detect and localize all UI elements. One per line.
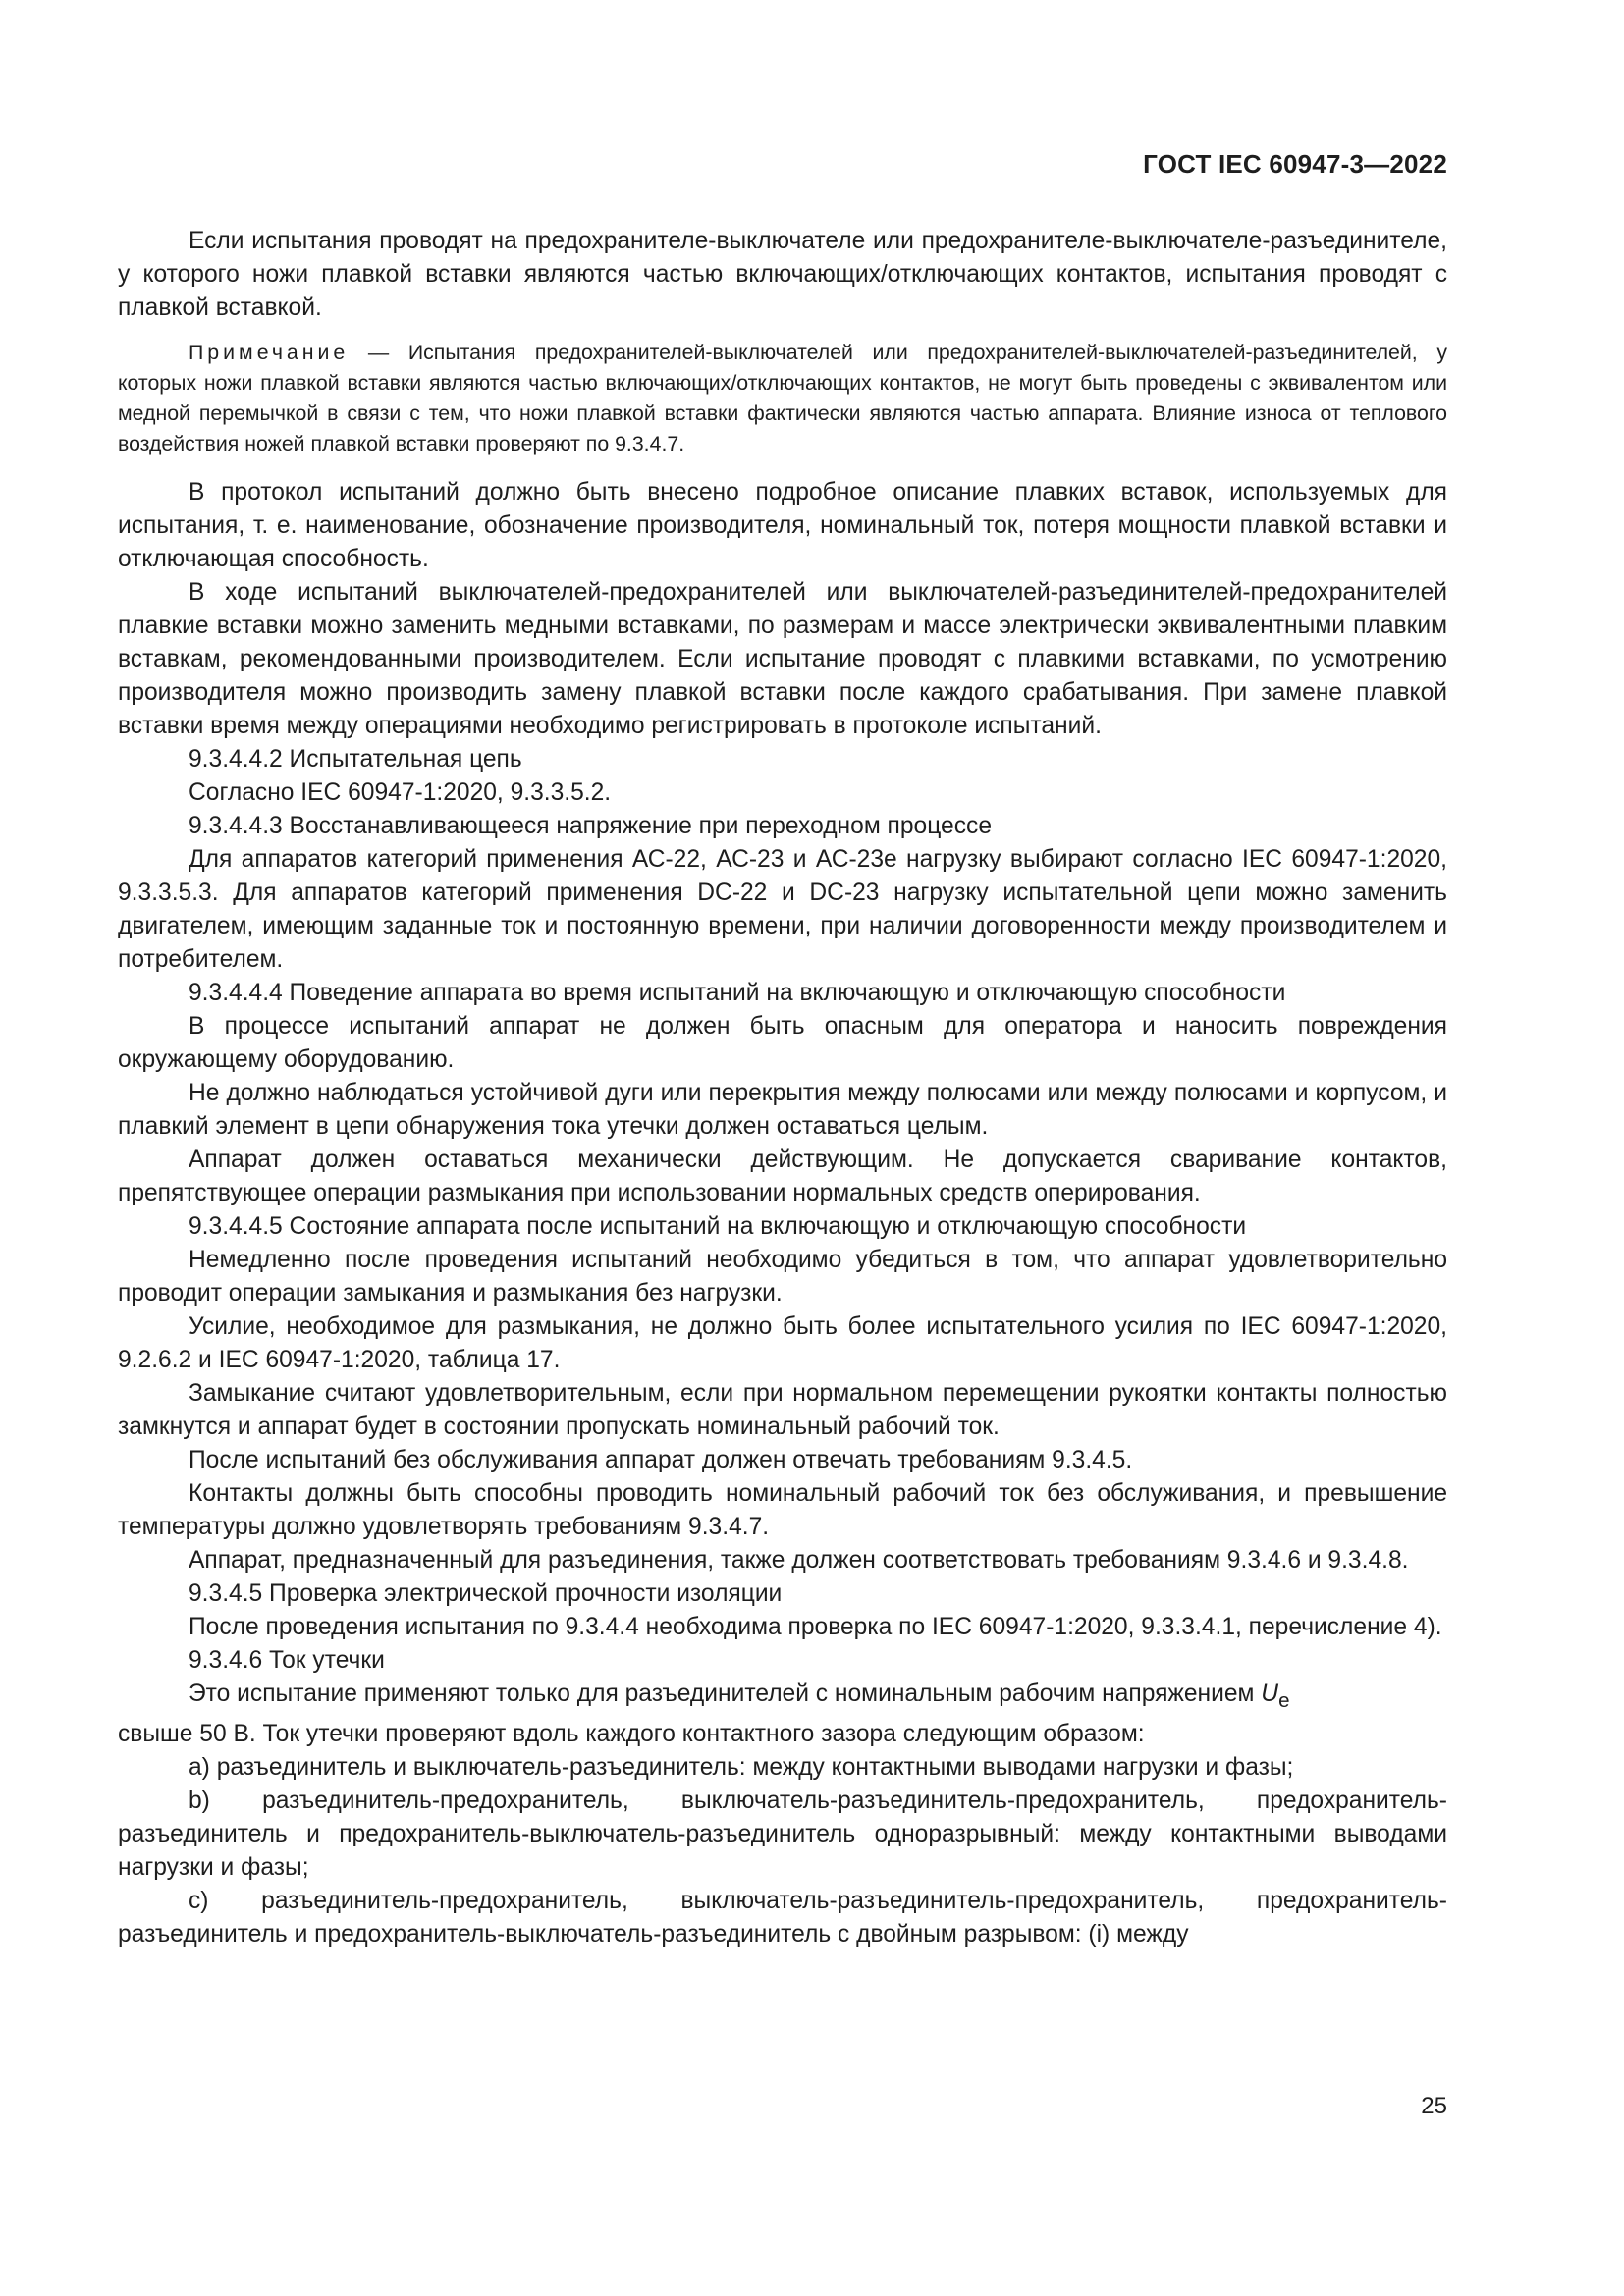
paragraph: Усилие, необходимое для размыкания, не должно быть более испытательного усилия по IEC 60947-1:2020, 9.2.6.2 и IEC 60947-1:2020, таблица 17. (118, 1313, 1447, 1373)
clause-heading: 9.3.4.5 Проверка электрической прочности изоляции (189, 1580, 783, 1607)
note (118, 338, 1447, 459)
clause-heading: 9.3.4.4.2 Испытательная цепь (189, 746, 522, 773)
list-item: a) разъединитель и выключатель-разъединитель: между контактными выводами нагрузки и фазы; (189, 1753, 1294, 1781)
paragraph-with-symbol (118, 1678, 1447, 1718)
paragraph: Аппарат должен оставаться механически действующим. Не допускается сваривание контактов, препятствующее операции размыкания при использовании нормальных средств оперирования. (118, 1147, 1447, 1206)
paragraph: Немедленно после проведения испытаний необходимо убедиться в том, что аппарат удовлетворительно проводит операции замыкания и размыкания без нагрузки. (118, 1247, 1447, 1307)
symbol-base: U (1261, 1681, 1279, 1707)
note-text: — Испытания предохранителей-выключателей или предохранителей-выключателей-разъединителей, у которых ножи плавкой вставки являются частью включающих/отключающих контактов, не могут быть проведены с эквивалентом или медной перемычкой в связи с тем, что ножи плавкой вставки фактически являются частью аппарата. Влияние износа от теплового воздействия ножей плавкой вставки проверяют по 9.3.4.7. (118, 341, 1447, 455)
paragraph: В процессе испытаний аппарат не должен быть опасным для оператора и наносить повреждения окружающему оборудованию. (118, 1013, 1447, 1073)
clause-heading: 9.3.4.4.5 Состояние аппарата после испытаний на включающую и отключающую способности (189, 1213, 1247, 1240)
paragraph: В протокол испытаний должно быть внесено подробное описание плавких вставок, используемых для испытания, т. е. наименование, обозначение производителя, номинальный ток, потеря мощности плавкой вставки и отключающая способность. (118, 479, 1447, 572)
document-body (118, 225, 1447, 1951)
paragraph: Согласно IEC 60947-1:2020, 9.3.3.5.2. (189, 779, 612, 806)
clause-heading: 9.3.4.4.4 Поведение аппарата во время испытаний на включающую и отключающую способности (189, 980, 1286, 1006)
paragraph: свыше 50 В. Ток утечки проверяют вдоль каждого контактного зазора следующим образом: (118, 1720, 1145, 1747)
paragraph: После испытаний без обслуживания аппарат должен отвечать требованиям 9.3.4.5. (189, 1447, 1133, 1473)
paragraph: Если испытания проводят на предохранителе-выключателе или предохранителе-выключателе-разъединителе, у которого ножи плавкой вставки являются частью включающих/отключающих контактов, испытания проводят с плавкой вставкой. (118, 228, 1447, 321)
paragraph: Контакты должны быть способны проводить номинальный рабочий ток без обслуживания, и превышение температуры должно удовлетворять требованиям 9.3.4.7. (118, 1480, 1447, 1540)
document-header: ГОСТ IEC 60947-3—2022 (1143, 149, 1447, 179)
paragraph: Замыкание считают удовлетворительным, если при нормальном перемещении рукоятки контакты полностью замкнутся и аппарат будет в состоянии пропускать номинальный рабочий ток. (118, 1380, 1447, 1440)
clause-heading: 9.3.4.6 Ток утечки (189, 1647, 385, 1674)
note-label: Примечание (189, 341, 350, 364)
list-item: b) разъединитель-предохранитель, выключатель-разъединитель-предохранитель, предохранитель-разъединитель и предохранитель-выключатель-разъединитель одноразрывный: между контактными выводами нагрузки и фазы; (118, 1787, 1447, 1881)
clause-heading: 9.3.4.4.3 Восстанавливающееся напряжение при переходном процессе (189, 813, 992, 839)
paragraph: Не должно наблюдаться устойчивой дуги или перекрытия между полюсами или между полюсами и корпусом, и плавкий элемент в цепи обнаружения тока утечки должен оставаться целым. (118, 1080, 1447, 1140)
page-number: 25 (1421, 2093, 1447, 2119)
paragraph: Для аппаратов категорий применения АС-22, АС-23 и АС-23е нагрузку выбирают согласно IEC 60947-1:2020, 9.3.3.5.3. Для аппаратов категорий применения DC-22 и DC-23 нагрузку испытательной цепи можно заменить двигателем, имеющим заданные ток и постоянную времени, при наличии договоренности между производителем и потребителем. (118, 846, 1447, 973)
paragraph-text: Это испытание применяют только для разъединителей с номинальным рабочим напряжением (189, 1681, 1255, 1707)
paragraph: Аппарат, предназначенный для разъединения, также должен соответствовать требованиям 9.3.4.6 и 9.3.4.8. (189, 1547, 1409, 1574)
paragraph: В ходе испытаний выключателей-предохранителей или выключателей-разъединителей-предохранителей плавкие вставки можно заменить медными вставками, по размерам и массе электрически эквивалентными плавким вставкам, рекомендованными производителем. Если испытание проводят с плавкими вставками, по усмотрению производителя можно производить замену плавкой вставки после каждого срабатывания. При замене плавкой вставки время между операциями необходимо регистрировать в протоколе испытаний. (118, 579, 1447, 739)
paragraph: После проведения испытания по 9.3.4.4 необходима проверка по IEC 60947-1:2020, 9.3.3.4.1, перечисление 4). (189, 1614, 1442, 1640)
list-item: c) разъединитель-предохранитель, выключатель-разъединитель-предохранитель, предохранитель-разъединитель и предохранитель-выключатель-разъединитель с двойным разрывом: (i) между (118, 1887, 1447, 1948)
symbol-subscript: e (1278, 1688, 1290, 1712)
